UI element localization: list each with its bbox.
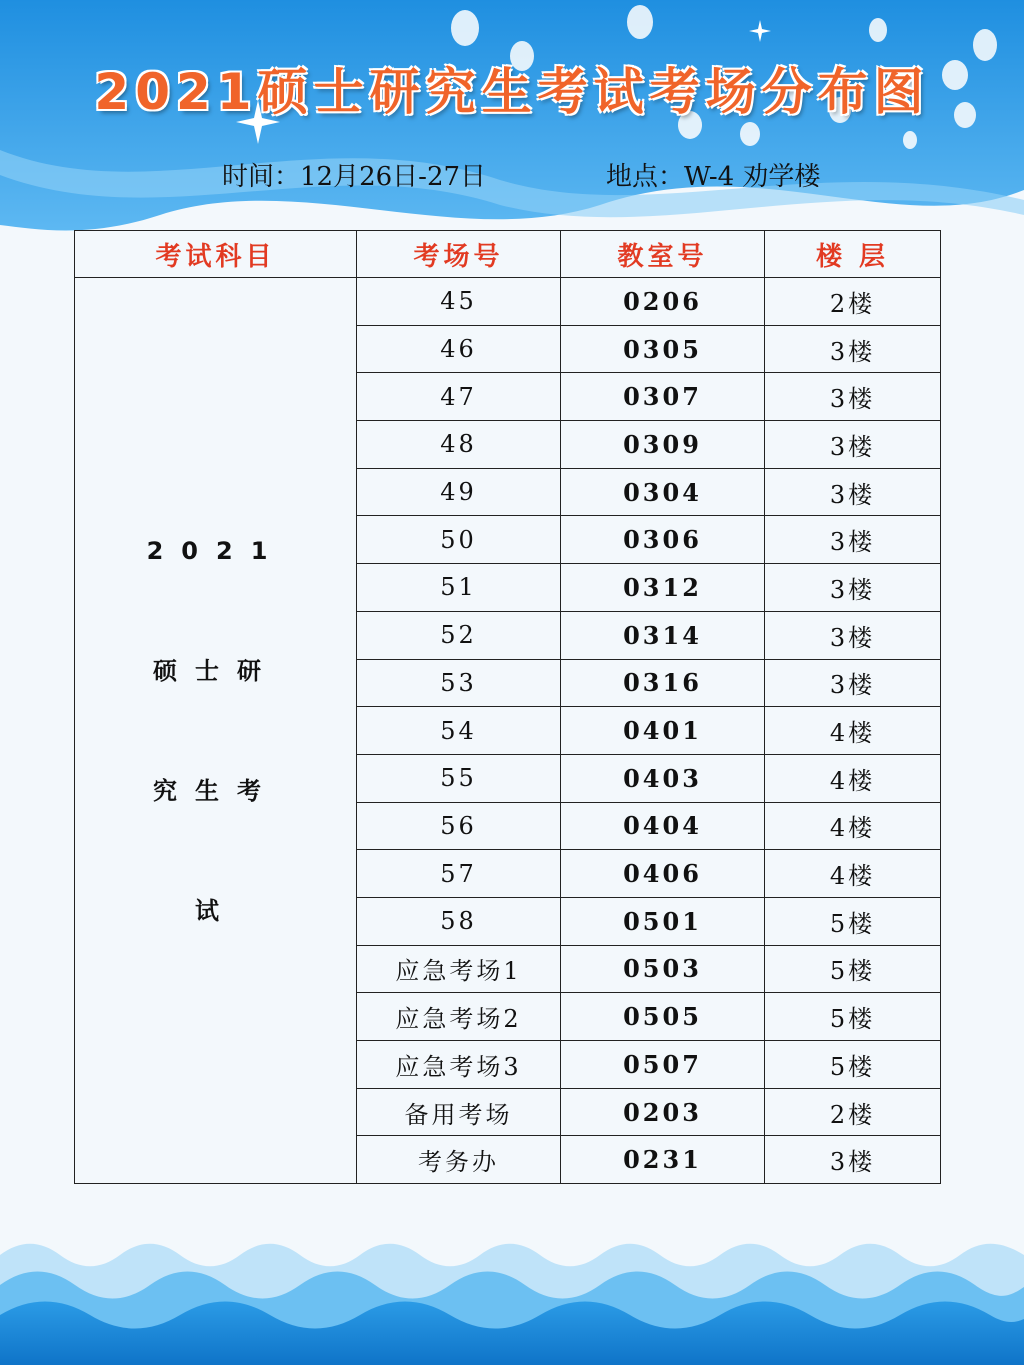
floor-cell: 3楼 — [765, 516, 941, 564]
room-cell: 0406 — [561, 850, 765, 898]
room-cell: 0306 — [561, 516, 765, 564]
room-cell: 0316 — [561, 659, 765, 707]
room-cell: 0231 — [561, 1136, 765, 1184]
floor-cell: 5楼 — [765, 945, 941, 993]
floor-cell: 5楼 — [765, 1041, 941, 1089]
floor-cell: 5楼 — [765, 993, 941, 1041]
hall-cell: 53 — [357, 659, 561, 707]
room-cell: 0312 — [561, 564, 765, 612]
hall-cell: 应急考场3 — [357, 1041, 561, 1089]
room-cell: 0501 — [561, 897, 765, 945]
floor-cell: 3楼 — [765, 564, 941, 612]
room-cell: 0507 — [561, 1041, 765, 1089]
floor-cell: 3楼 — [765, 325, 941, 373]
floor-cell: 5楼 — [765, 897, 941, 945]
hall-cell: 57 — [357, 850, 561, 898]
floor-cell: 4楼 — [765, 754, 941, 802]
floor-cell: 2楼 — [765, 278, 941, 326]
floor-cell: 3楼 — [765, 611, 941, 659]
room-cell: 0505 — [561, 993, 765, 1041]
hall-cell: 55 — [357, 754, 561, 802]
hall-cell: 54 — [357, 707, 561, 755]
floor-cell: 3楼 — [765, 421, 941, 469]
room-cell: 0304 — [561, 468, 765, 516]
hall-cell: 48 — [357, 421, 561, 469]
floor-cell: 4楼 — [765, 802, 941, 850]
hall-cell: 应急考场2 — [357, 993, 561, 1041]
hall-cell: 47 — [357, 373, 561, 421]
floor-cell: 3楼 — [765, 468, 941, 516]
floor-cell: 4楼 — [765, 707, 941, 755]
subject-text: 2021硕士研究生考试 — [146, 536, 286, 925]
col-header-subject: 考试科目 — [75, 231, 357, 278]
col-header-hall: 考场号 — [357, 231, 561, 278]
hall-cell: 应急考场1 — [357, 945, 561, 993]
exam-location: 地点：W-4 劝学楼 — [606, 162, 821, 192]
hall-cell: 45 — [357, 278, 561, 326]
col-header-floor: 楼 层 — [765, 231, 941, 278]
room-cell: 0307 — [561, 373, 765, 421]
room-cell: 0309 — [561, 421, 765, 469]
exam-time: 时间：12月26日-27日 — [222, 162, 487, 192]
table-row — [75, 278, 941, 326]
hall-cell: 备用考场 — [357, 1088, 561, 1136]
room-cell: 0314 — [561, 611, 765, 659]
hall-cell: 56 — [357, 802, 561, 850]
hall-cell: 58 — [357, 897, 561, 945]
subject-cell — [75, 278, 357, 1184]
room-cell: 0206 — [561, 278, 765, 326]
page-title: 2021硕士研究生考试考场分布图 — [94, 63, 930, 121]
hall-cell: 考务办 — [357, 1136, 561, 1184]
room-cell: 0401 — [561, 707, 765, 755]
floor-cell: 3楼 — [765, 659, 941, 707]
room-cell: 0305 — [561, 325, 765, 373]
hall-cell: 49 — [357, 468, 561, 516]
hall-cell: 46 — [357, 325, 561, 373]
header-wave-background — [0, 0, 1024, 260]
col-header-room: 教室号 — [561, 231, 765, 278]
room-cell: 0503 — [561, 945, 765, 993]
room-cell: 0403 — [561, 754, 765, 802]
room-cell: 0404 — [561, 802, 765, 850]
floor-cell: 3楼 — [765, 373, 941, 421]
footer-wave-background — [0, 1215, 1024, 1365]
floor-cell: 3楼 — [765, 1136, 941, 1184]
table-header-row — [75, 231, 941, 278]
floor-cell: 4楼 — [765, 850, 941, 898]
hall-cell: 52 — [357, 611, 561, 659]
floor-cell: 2楼 — [765, 1088, 941, 1136]
hall-cell: 51 — [357, 564, 561, 612]
exam-room-table — [74, 230, 941, 1184]
room-cell: 0203 — [561, 1088, 765, 1136]
hall-cell: 50 — [357, 516, 561, 564]
